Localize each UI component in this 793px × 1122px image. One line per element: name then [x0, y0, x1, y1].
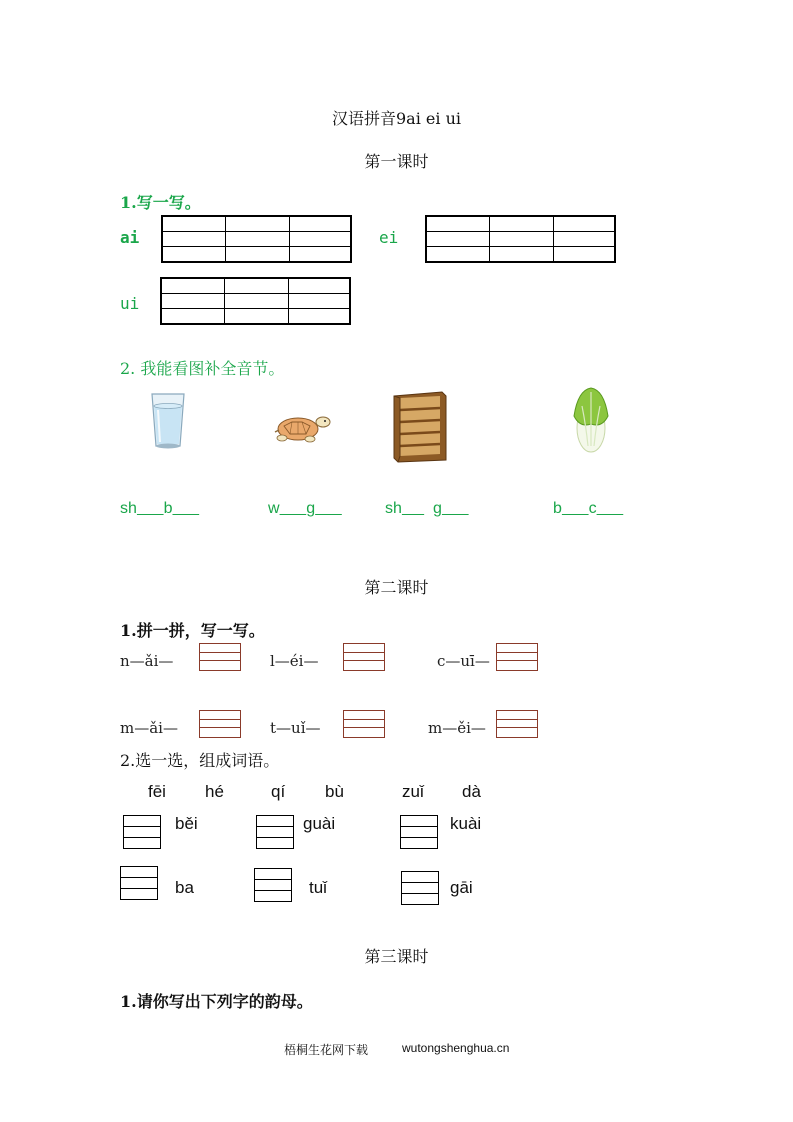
- question-complete-syllables: 2. 我能看图补全音节。: [120, 359, 285, 378]
- question-write: 1.写一写。: [120, 193, 201, 212]
- option-word: hé: [205, 782, 224, 801]
- target-syllable: ba: [175, 878, 194, 897]
- target-syllable: gāi: [450, 878, 473, 897]
- syllable-blank-bookshelf[interactable]: sh g: [385, 500, 442, 517]
- target-syllable: kuài: [450, 814, 482, 833]
- lesson-1-heading: 第一课时: [364, 152, 429, 171]
- row-label-ei: ei: [379, 228, 399, 247]
- lesson-3-heading: 第三课时: [364, 947, 429, 966]
- target-syllable: guài: [303, 814, 336, 833]
- choice-box[interactable]: [123, 815, 161, 849]
- question-write-finals: 1.请你写出下列字的韵母。: [120, 992, 313, 1011]
- chinese-cabbage-image: [568, 386, 614, 454]
- document-title: 汉语拼音9ai ei ui: [331, 109, 462, 128]
- writing-grid-ui[interactable]: [160, 277, 351, 325]
- question-spell-write: 1.拼一拼，写一写。: [120, 621, 265, 640]
- spell-item: m—ǎi—: [120, 719, 178, 737]
- choice-box[interactable]: [120, 866, 158, 900]
- question-choose-words: 2.选一选，组成词语。: [120, 751, 280, 770]
- answer-box[interactable]: [496, 643, 538, 671]
- spell-item: l—éi—: [270, 652, 319, 670]
- spell-item: c—uī—: [437, 652, 490, 670]
- glass-of-water-image: [148, 390, 188, 450]
- bookshelf-image: [390, 390, 450, 464]
- footer-site-name: 梧桐生花网下载: [284, 1043, 369, 1057]
- choice-box[interactable]: [256, 815, 294, 849]
- option-word: qí: [271, 782, 286, 801]
- answer-box[interactable]: [199, 710, 241, 738]
- syllable-blank-cabbage[interactable]: b c: [553, 500, 597, 517]
- spell-item: t—uǐ—: [270, 719, 321, 737]
- syllable-blank-water[interactable]: sh b: [120, 500, 173, 517]
- answer-box[interactable]: [343, 643, 385, 671]
- answer-box[interactable]: [343, 710, 385, 738]
- target-syllable: běi: [175, 814, 198, 833]
- footer-url[interactable]: wutongshenghua.cn: [402, 1041, 510, 1055]
- answer-box[interactable]: [199, 643, 241, 671]
- turtle-image: [270, 410, 332, 444]
- option-word: bù: [325, 782, 344, 801]
- choice-box[interactable]: [400, 815, 438, 849]
- answer-box[interactable]: [496, 710, 538, 738]
- option-word: dà: [462, 782, 481, 801]
- syllable-blank-turtle[interactable]: w g: [268, 500, 316, 517]
- writing-grid-ei[interactable]: [425, 215, 616, 263]
- choice-box[interactable]: [254, 868, 292, 902]
- row-label-ai: ai: [120, 228, 140, 247]
- spell-item: m—ěi—: [428, 719, 486, 737]
- lesson-2-heading: 第二课时: [364, 578, 429, 597]
- option-word: fēi: [148, 782, 166, 801]
- target-syllable: tuǐ: [309, 878, 327, 897]
- writing-grid-ai[interactable]: [161, 215, 352, 263]
- choice-box[interactable]: [401, 871, 439, 905]
- row-label-ui: ui: [120, 294, 140, 313]
- spell-item: n—ǎi—: [120, 652, 174, 670]
- option-word: zuǐ: [402, 782, 424, 801]
